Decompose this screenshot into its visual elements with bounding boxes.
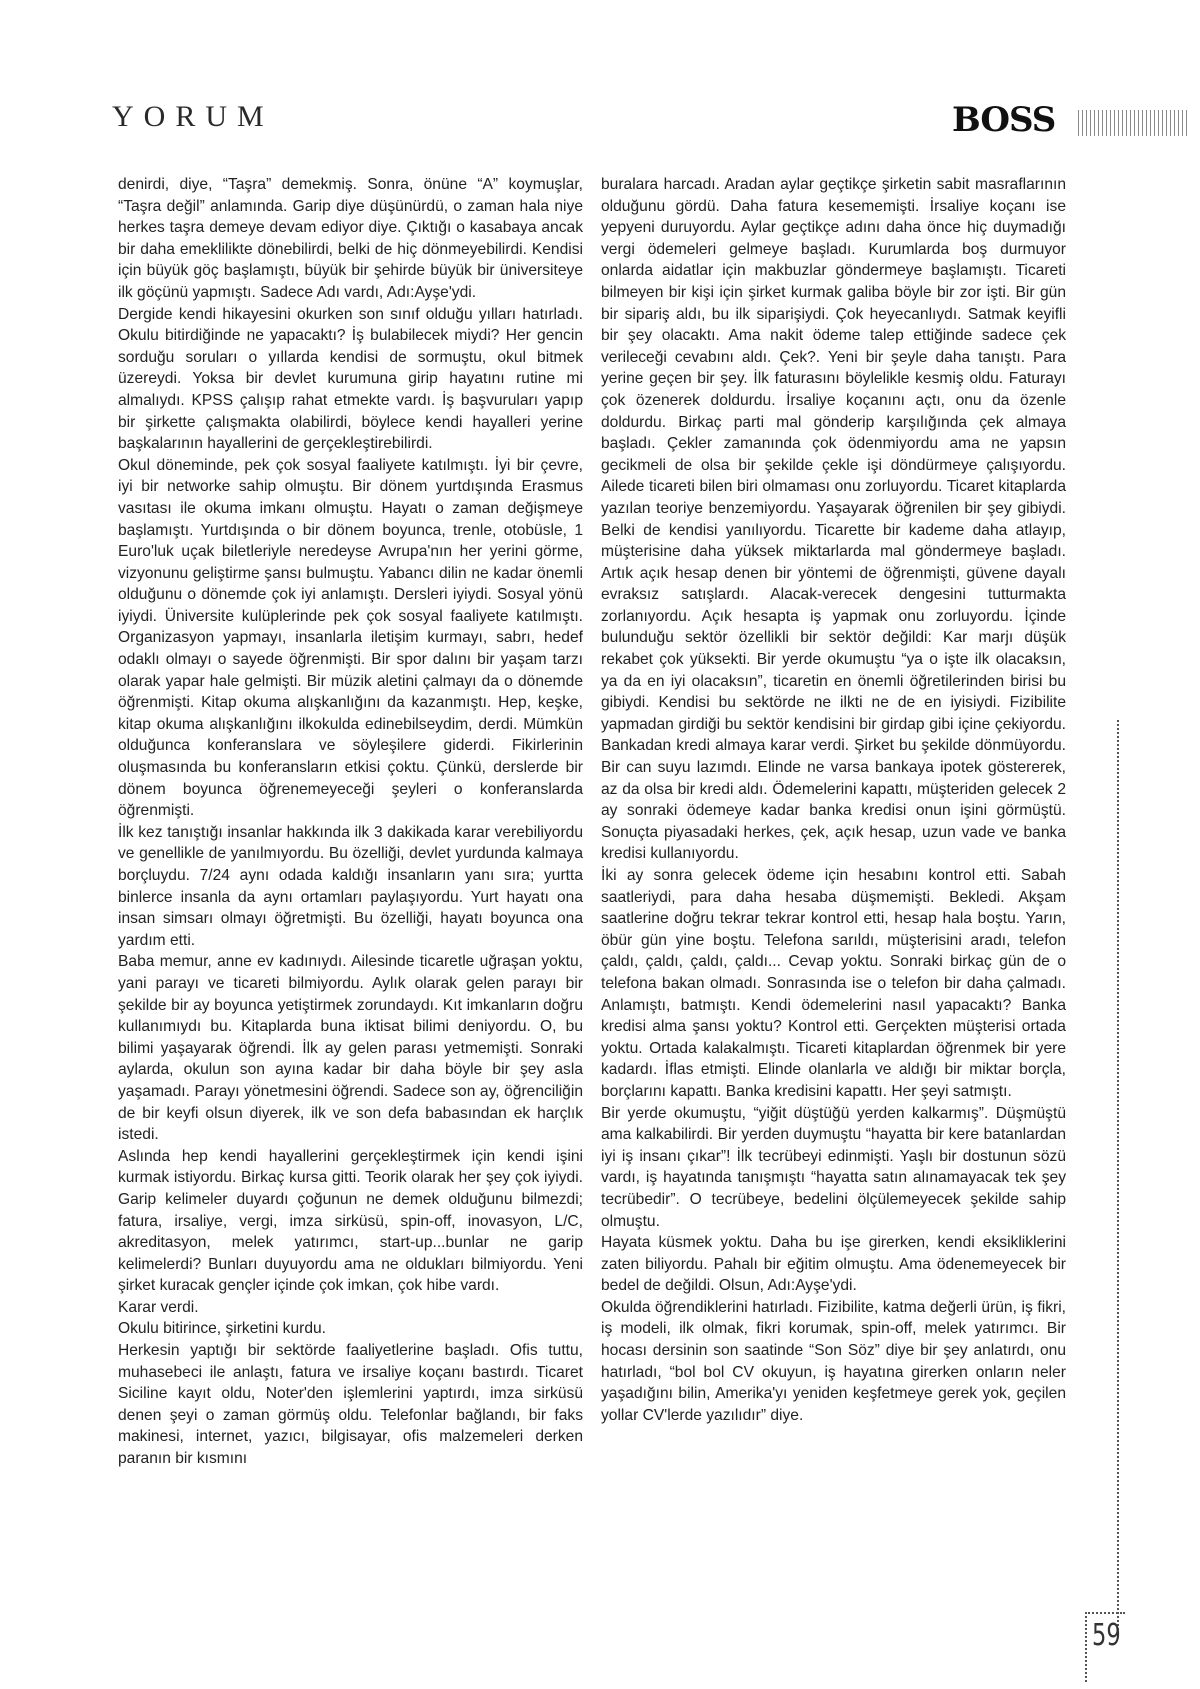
paragraph: Dergide kendi hikayesini okurken son sınıf olduğu yılları hatırladı. Okulu bitirdiğinde ne yapacaktı? İş bulabilecek miydi? Her gencin sorduğu soruları o yıllarda kendisi de sormuştu, okul bitmek üzereydi. Yoksa bir devlet kurumuna girip hayatını rutine mi almalıydı. KPSS çalışıp rahat etmekte vardı. İş başvuruları yapıp bir şirkette çalışmakta olabilirdi, böylece kendi hayalleri yerine başkalarının hayallerini de gerçekleştirebilirdi. [118, 305, 583, 453]
paragraph: Aslında hep kendi hayallerini gerçekleştirmek için kendi işini kurmak istiyordu. Birkaç kursa gitti. Teorik olarak her şey çok iyiydi. Garip kelimeler duyardı çoğunun ne demek olduğunu bilmezdi; fatura, irsaliye, vergi, imza sirküsü, spin-off, inovasyon, L/C, akreditasyon, melek yatırımcı, start-up...bunlar ne garip kelimelerdi? Bunları duyuyordu ama ne oldukları bilmiyordu. Yeni şirket kuracak gençler içinde çok imkan, çok hibe vardı. [118, 1147, 583, 1295]
paragraph: denirdi, diye, “Taşra” demekmiş. Sonra, önüne “A” koymuşlar, “Taşra değil” anlamında. Garip diye düşünürdü, o zaman hala niye herkes taşra demeye devam ediyor diye. Çıktığı o kasabaya ancak bir daha emeklilikte dönebilirdi, belki de hiç dönmeyebilirdi. Kendisi için büyük göç başlamıştı, büyük bir şehirde büyük bir üniversiteye ilk göçünü yapmıştı. Sadece Adı vardı, Adı:Ayşe'ydi. [118, 176, 583, 301]
paragraph: Hayata küsmek yoktu. Daha bu işe girerken, kendi eksikliklerini zaten biliyordu. Pahalı bir eğitim olmuştu. Ama ödenemeyecek bir bedel de değildi. Olsun, Adı:Ayşe'ydi. [601, 1234, 1066, 1295]
page-number: 59 [1092, 1618, 1121, 1653]
margin-dotted-line [1117, 720, 1119, 1630]
paragraph: İki ay sonra gelecek ödeme için hesabını kontrol etti. Sabah saatleriydi, para daha hesaba düşmemişti. Bekledi. Akşam saatlerine doğru tekrar tekrar kontrol etti, hesap hala boştu. Yarın, öbür gün yine boştu. Telefona sarıldı, müşterisini aradı, telefon çaldı, çaldı, çaldı, çaldı... Cevap yoktu. Sonraki birkaç gün de o telefona bakan olmadı. Sonrasında ise o telefon bir daha çalmadı. Anlamıştı, batmıştı. Kendi ödemelerini nasıl yapacaktı? Banka kredisi alma şansı yoktu? Kontrol etti. Gerçekten müşterisi ortada yoktu. Ortada kalakalmıştı. Ticareti kitaplardan öğrenmek bir yere kadardı. İflas etmişti. Elinde olanlarla ve aldığı bir miktar borçla, borçlarını kapattı. Banka kredisini kapattı. Her şeyi satmıştı. [601, 867, 1066, 1100]
section-title: YORUM [112, 100, 274, 133]
article-column-left [118, 174, 583, 1470]
paragraph: Bir yerde okumuştu, “yiğit düştüğü yerden kalkarmış”. Düşmüştü ama kalkabilirdi. Bir yerden duymuştu “hayatta bir kere batanlardan iyi iş insanı çıkar”! İlk tecrübeyi edinmişti. Yaşlı bir dostunun sözü vardı, iş hayatında tanışmıştı “hayatta satın alınamayacak tek şey tecrübedir”. O tecrübeye, bedelini ölçülemeyecek şekilde sahip olmuştu. [601, 1104, 1066, 1230]
paragraph: buralara harcadı. Aradan aylar geçtikçe şirketin sabit masraflarının olduğunu gördü. Daha fatura kesememişti. İrsaliye koçanı ise yepyeni duruyordu. Aylar geçtikçe adını daha önce hiç duymadığı vergi ödemeleri gelmeye başladı. Kurumlarda boş durmuyor onlarda aidatlar için makbuzlar göndermeye başlamıştı. Ticareti bilmeyen bir kişi için şirket kurmak galiba böyle bir zor işti. Bir gün bir sipariş aldı, bu ilk siparişiydi. Çok heyecanlıydı. Satmak keyifli bir şey olacaktı. Ama nakit ödeme talep ettiğinde sadece çek verileceği cevabını aldı. Çek?. Yeni bir şeyle daha tanıştı. Para yerine geçen bir şey. İlk faturasını böylelikle kesmiş oldu. Faturayı çok özenerek doldurdu. İrsaliye koçanını açtı, onu da özenle doldurdu. Birkaç parti mal gönderip karşılığında çek almaya başladı. Çekler zamanında çok ödenmiyordu ama ne yapsın gecikmeli de olsa bir şekilde çekle işi döndürmeye çalışıyordu. Ailede ticareti bilen biri olmaması onu zorluyordu. Ticaret kitaplarda yazılan teoriye benzemiyordu. Yaşayarak öğrenilen bir şey gibiydi. Belki de kendisi yanılıyordu. Ticarette bir kademe daha atlayıp, müşterisine daha yüksek miktarlarda mal göndermeye başladı. Artık açık hesap denen bir yöntemi de öğrenmişti, güvene dayalı evraksız satışlardı. Alacak-verecek dengesini tutturmakta zorlanıyordu. Açık hesapta iş yapmak onu zorluyordu. İçinde bulunduğu sektör özellikli bir sektör değildi: Kar marjı düşük rekabet çok yüksekti. Bir yerde okumuştu “ya o işte ilk olacaksın, ya da en iyi olacaksın”, ticaretin en önemli öğretilerinden birisi bu gibiydi. Kendisi bu sektörde ne ilkti ne de en iyisiydi. Fizibilite yapmadan girdiği bu sektör kendisini bir girdap gibi içine çekiyordu. Bankadan kredi almaya karar verdi. Şirket bu şekilde dönmüyordu. Bir can suyu lazımdı. Elinde ne varsa bankaya ipotek göstererek, az da olsa bir kredi aldı. Ödemelerini kapattı, müşteriden gelecek 2 ay sonraki ödemeye kadar banka kredisi onun işini görmüştü. Sonuçta piyasadaki herkes, çek, açık hesap, uzun vade ve banka kredisi kullanıyordu. [601, 176, 1066, 863]
paragraph: Okulu bitirince, şirketini kurdu. [118, 1320, 326, 1338]
magazine-logo: BOSS [952, 100, 1056, 140]
paragraph: Okulda öğrendiklerini hatırladı. Fizibilite, katma değerli ürün, iş fikri, iş modeli, ilk olmak, fikri korumak, spin-off, melek yatırımcı. Bir hocası dersinin son saatinde “Son Söz” diye bir şey anlatırdı, onu hatırladı, “bol bol CV okuyun, iş hayatına girerken onların neler yaşadığını bilin, Amerika'yı yeniden keşfetmeye gerek yok, geçilen yollar CV'lerde yazılıdır” diye. [601, 1298, 1066, 1424]
paragraph: İlk kez tanıştığı insanlar hakkında ilk 3 dakikada karar verebiliyordu ve genellikle de yanılmıyordu. Bu özelliği, devlet yurdunda kalmaya borçluydu. 7/24 aynı odada kaldığı insanların yanı sıra; yurtta binlerce insanla da aynı ortamları paylaşıyordu. Yurt hayatı ona insan simsarı olmayı öğretmişti. Bu özelliği, hayatı boyunca ona yardım etti. [118, 823, 583, 949]
paragraph: Okul döneminde, pek çok sosyal faaliyete katılmıştı. İyi bir çevre, iyi bir networke sahip olmuştu. Bir dönem yurtdışında Erasmus vasıtası ile okuma imkanı olmuştu. Hayatı o zaman değişmeye başlamıştı. Yurtdışında o bir dönem boyunca, trenle, otobüsle, 1 Euro'luk uçak biletleriyle neredeyse Avrupa'nın her yerini görme, vizyonunu geliştirme şansı bulmuştu. Yabancı dilin ne kadar önemli olduğunu o dönemde çok iyi anlamıştı. Dersleri iyiydi. Sosyal yönü iyiydi. Üniversite kulüplerinde pek çok sosyal faaliyete katılmıştı. Organizasyon yapmayı, insanlarla iletişim kurmayı, sabrı, hedef odaklı olmayı o sayede öğrenmişti. Bir spor dalını bir yaşam tarzı olarak yapar hale gelmişti. Bir müzik aletini çalmayı da o dönemde öğrenmişti. Kitap okuma alışkanlığını da kazanmıştı. Hep, keşke, kitap okuma alışkanlığını ilkokulda edinebilseydim, derdi. Mümkün olduğunca konferanslara ve söyleşilere giderdi. Fikirlerinin oluşmasında bu konferansların etkisi çoktu. Çünkü, derslerde bir dönem boyunca öğrenemeyeceği şeyleri o konferanslarda öğrenmişti. [118, 456, 583, 820]
paragraph: Herkesin yaptığı bir sektörde faaliyetlerine başladı. Ofis tuttu, muhasebeci ile anlaştı, fatura ve irsaliye koçanı bastırdı. Ticaret Siciline kayıt oldu, Noter'den işlemlerini yaptırdı, imza sirküsü denen şeyi o zaman görmüş oldu. Telefonlar bağlandı, bir faks makinesi, internet, yazıcı, bilgisayar, ofis malzemeleri derken paranın bir kısmını [118, 1342, 583, 1468]
logo-stripes-decoration [1078, 110, 1190, 136]
paragraph: Baba memur, anne ev kadınıydı. Ailesinde ticaretle uğraşan yoktu, yani parayı ve ticareti bilmiyordu. Aylık olarak gelen parayı bir şekilde bir ay boyunca yetiştirmek zorundaydı. Kıt imkanların doğru kullanımıydı bu. Kitaplarda buna iktisat bilimi deniyordu. O, bu bilimi yaşayarak öğrendi. İlk ay gelen parası yetmemişti. Sonraki aylarda, okulun son ayına kadar bir daha böyle bir şey asla yaşamadı. Parayı yönetmesini öğrendi. Sadece son ay, öğrenciliğin de bir keyfi olsun diyerek, ilk ve son defa babasından ek harçlık istedi. [118, 953, 583, 1144]
paragraph: Karar verdi. [118, 1298, 199, 1316]
article-column-right [601, 174, 1066, 1426]
